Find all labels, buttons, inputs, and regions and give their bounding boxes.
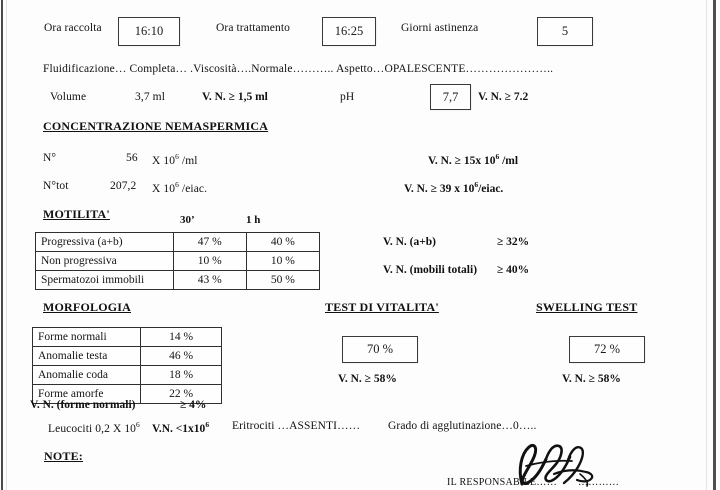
vitality-test-field[interactable]: 70 % [342,336,418,363]
sperm-count-unit [152,152,198,167]
motility-column-header-30min: 30’ [180,214,195,226]
collection-time-field[interactable]: 16:10 [118,17,180,46]
motility-table [35,232,320,290]
volume-label: Volume [50,91,87,103]
signatory-label: IL RESPONSABILE…… [447,477,558,488]
abstinence-days-field[interactable]: 5 [537,17,593,46]
morphology-row-label: Forme normali [33,328,141,347]
sperm-count-unit-base: X 10 [152,154,176,167]
concentration-heading: CONCENTRAZIONE NEMASPERMICA [43,119,269,133]
total-count-unit-base: X 10 [152,182,176,195]
leukocytes-reference-exponent: 6 [205,420,210,429]
morphology-row-value: 22 % [141,385,222,404]
morphology-reference-value: ≥ 4% [180,399,207,411]
volume-reference-value: V. N. ≥ 1,5 ml [202,91,268,103]
motility-heading: MOTILITA' [43,207,110,221]
leukocytes-value-base: Leucociti 0,2 X 10 [48,422,137,435]
leukocytes-reference-base: V.N. <1x10 [152,422,206,435]
treatment-time-label: Ora trattamento [216,22,290,34]
morphology-row-label: Forme amorfe [33,385,141,404]
morphology-heading: MORFOLOGIA [43,300,131,314]
page-right-border [713,0,716,490]
notes-label: NOTE: [44,449,84,463]
motility-reference-total-value: ≥ 40% [497,264,530,276]
motility-row-30min: 43 % [173,271,246,290]
sperm-count-label: N° [43,152,57,164]
motility-reference-total-label: V. N. (mobili totali) [383,264,478,276]
total-sperm-count-label: N°tot [43,180,69,192]
sperm-count-reference-exponent: 6 [495,152,500,161]
signature-dotted-line: ………… [578,477,620,488]
sperm-count-reference-base: V. N. ≥ 15x 10 [428,154,496,167]
total-count-unit-suffix: /eiac. [178,182,208,195]
motility-row-1hour: 40 % [246,233,319,252]
page-left-border [1,0,3,490]
table-row [33,347,222,366]
sperm-count-reference-suffix: /ml [499,154,519,167]
total-sperm-count-unit [152,180,207,195]
ph-reference-value: V. N. ≥ 7.2 [478,91,529,103]
leukocytes-reference [152,420,209,435]
total-count-reference-base: V. N. ≥ 39 x 10 [404,182,475,195]
volume-value: 3,7 ml [135,91,165,103]
sperm-count-unit-exponent: 6 [175,152,179,161]
table-row [36,252,320,271]
vitality-test-heading: TEST DI VITALITA' [325,300,439,314]
sperm-count-reference [428,152,518,167]
motility-reference-ab-value: ≥ 32% [497,236,530,248]
total-count-unit-exponent: 6 [175,180,179,189]
motility-row-30min: 10 % [173,252,246,271]
morphology-row-label: Anomalie testa [33,347,141,366]
table-row [36,233,320,252]
erythrocytes-value: Eritrociti …ASSENTI…… [232,420,361,432]
agglutination-grade: Grado di agglutinazione…0….. [388,420,537,432]
abstinence-days-label: Giorni astinenza [401,22,479,34]
table-row [36,271,320,290]
motility-reference-ab-label: V. N. (a+b) [383,236,436,248]
motility-row-label: Non progressiva [36,252,174,271]
motility-row-1hour: 10 % [246,252,319,271]
morphology-table [32,327,222,404]
swelling-test-field[interactable]: 72 % [569,336,645,363]
motility-row-1hour: 50 % [246,271,319,290]
total-count-reference-suffix: /eiac. [478,182,504,195]
treatment-time-field[interactable]: 16:25 [322,17,376,46]
ph-label: pH [340,91,355,103]
motility-row-label: Spermatozoi immobili [36,271,174,290]
vitality-test-reference: V. N. ≥ 58% [338,373,397,385]
sperm-count-unit-suffix: /ml [178,154,198,167]
motility-row-label: Progressiva (a+b) [36,233,174,252]
macroscopic-description-line: Fluidificazione… Completa… .Viscosità….Normale……….. Aspetto…OPALESCENTE………………….. [43,63,554,75]
swelling-test-heading: SWELLING TEST [536,300,638,314]
motility-row-30min: 47 % [173,233,246,252]
morphology-row-value: 14 % [141,328,222,347]
morphology-row-value: 46 % [141,347,222,366]
sperm-count-value: 56 [126,152,138,164]
collection-time-label: Ora raccolta [44,22,102,34]
morphology-row-label: Anomalie coda [33,366,141,385]
ph-field[interactable]: 7,7 [430,84,471,110]
motility-column-header-1hour: 1 h [246,214,261,226]
total-count-reference-exponent: 6 [474,180,479,189]
leukocytes-value [48,420,140,435]
leukocytes-value-exponent: 6 [136,420,140,429]
total-sperm-count-reference [404,180,503,195]
page-left-border-secondary [6,0,7,490]
morphology-row-value: 18 % [141,366,222,385]
swelling-test-reference: V. N. ≥ 58% [562,373,621,385]
page-right-border-secondary [706,0,707,490]
morphology-reference-label: V. N. (forme normali) [30,399,136,411]
total-sperm-count-value: 207,2 [110,180,137,192]
table-row [33,366,222,385]
table-row [33,328,222,347]
